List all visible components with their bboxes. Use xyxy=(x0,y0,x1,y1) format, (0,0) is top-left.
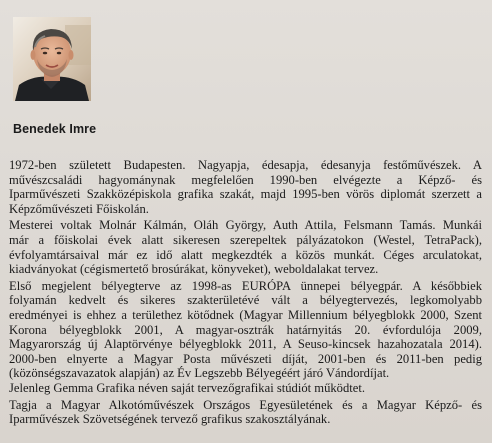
bio-line: Jelenleg Gemma Grafika néven saját tervezőgrafikai stúdiót működtet. xyxy=(9,380,365,395)
bio-line: Iparművészek Szövetségének tervező grafikus szakosztályának. xyxy=(9,412,331,427)
bio-line: eredményei is ehhez a területhez kötődnek (Magyar Millennium bélyegblokk 2000, Szent xyxy=(9,307,482,322)
author-name: Benedek Imre xyxy=(13,122,97,136)
author-photo xyxy=(13,17,91,101)
bio-paragraph xyxy=(9,398,482,427)
bio-line: Korona bélyegblokk 2001, A magyar-osztrák határnyitás 20. évfordulója 2009, xyxy=(9,322,482,337)
bio-paragraph xyxy=(9,279,482,396)
bio-line: Mesterei voltak Molnár Kálmán, Oláh György, Auth Attila, Felsmann Tamás. Munkái xyxy=(9,218,482,233)
author-biography xyxy=(9,158,482,429)
bio-paragraph xyxy=(9,218,482,276)
bio-line: Iparművészeti Szakközépiskola grafika szakát, majd 1995-ben vörös diplomát szerzett a xyxy=(9,187,482,202)
bio-paragraph xyxy=(9,158,482,216)
bio-line: Magyarország új Alaptörvénye bélyegblokk 2011, A Seuso-kincsek hazahozatala 2014). xyxy=(9,337,482,352)
bio-line: már a főiskolai évek alatt sikeresen szerepeltek pályázatokon (Westel, TetraPack), xyxy=(9,232,482,247)
bio-line: évfolyamtársaival már ez idő alatt megkezdték a közös munkát. Céges arculatokat, xyxy=(9,247,482,262)
bio-line: Tagja a Magyar Alkotóművészek Országos Egyesületének és a Magyar Képző- és xyxy=(9,397,482,412)
bio-line: 2000-ben elnyerte a Magyar Posta művészeti díját, 2001-ben és 2011-ben pedig xyxy=(9,351,482,366)
bio-line: Képzőművészeti Főiskolán. xyxy=(9,201,149,216)
bio-line: 1972-ben született Budapesten. Nagyapja, édesapja, édesanyja festőművészek. A xyxy=(9,158,482,172)
bio-line: művészcsaládi hagyománynak megfelelően 1990-ben elvégezte a Képző- és xyxy=(9,172,482,187)
author-portrait-icon xyxy=(13,17,91,101)
bio-line: folyamán kedvelt és sikeres szakterületévé vált a bélyegtervezés, legkomolyabb xyxy=(9,293,482,308)
bio-line: (közönségszavazatok alapján) az Év Legszebb Bélyegéért járó Vándordíjat. xyxy=(9,366,390,381)
bio-line: Első megjelent bélyegterve az 1998-as EURÓPA ünnepei bélyegpár. A későbbiek xyxy=(9,278,482,293)
bio-line: kiadványokat (cégismertető brosúrákat, könyveket), weboldalakat tervez. xyxy=(9,262,379,277)
